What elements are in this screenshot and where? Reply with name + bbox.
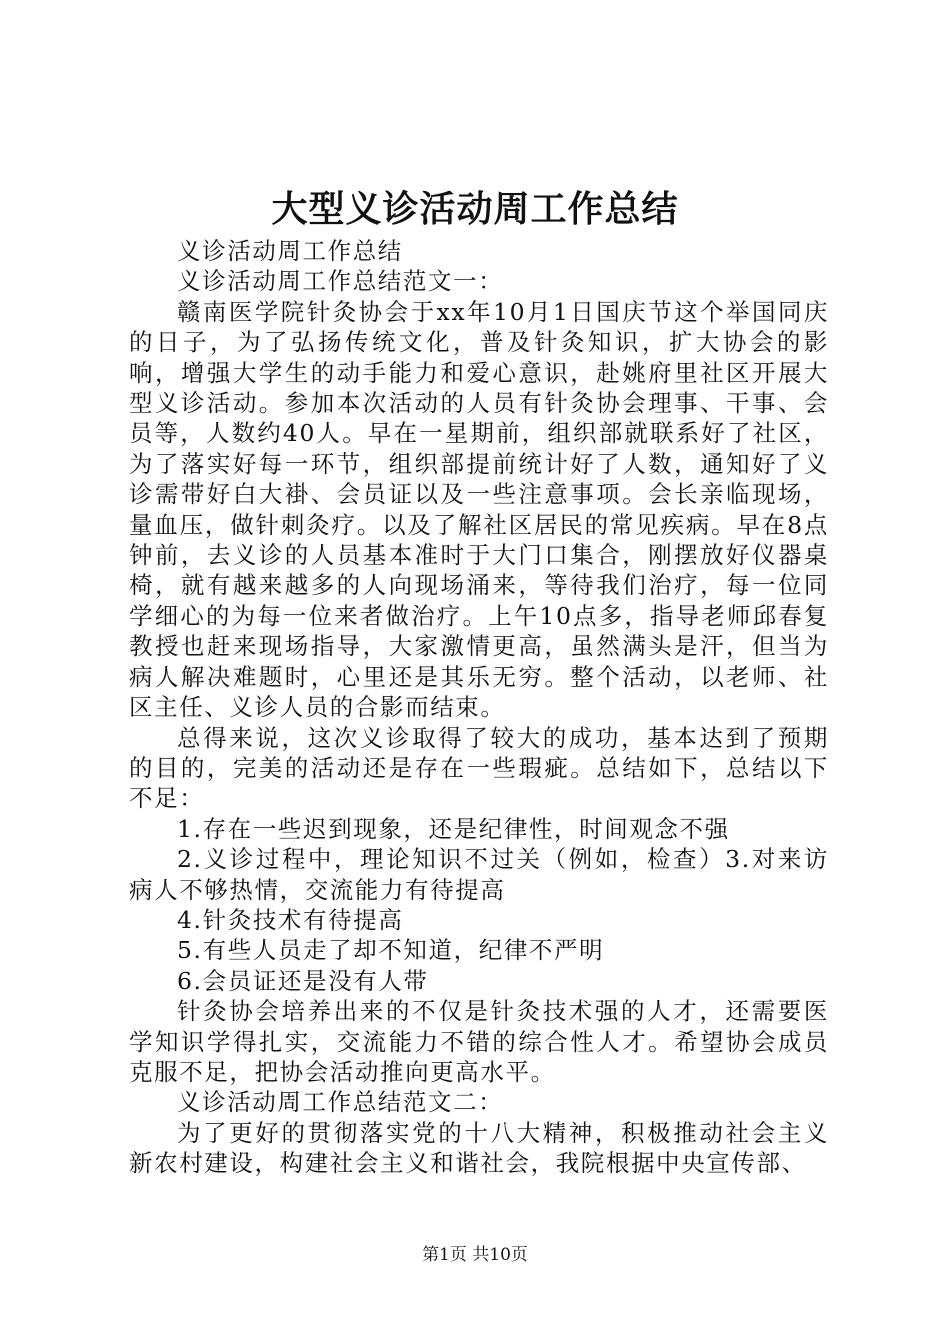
document-body <box>129 236 829 1179</box>
list-item: 6.会员证还是没有人带 <box>177 966 429 995</box>
document-title: 大型义诊活动周工作总结 <box>271 188 679 230</box>
paragraph: 针灸协会培养出来的不仅是针灸技术强的人才，还需要医学知识学得扎实，交流能力不错的综合性人才。希望协会成员克服不足，把协会活动推向更高水平。 <box>129 997 829 1086</box>
paragraph: 总得来说，这次义诊取得了较大的成功，基本达到了预期的目的，完美的活动还是存在一些瑕疵。总结如下，总结以下不足： <box>129 723 829 813</box>
paragraph: 义诊活动周工作总结范文二： <box>177 1088 504 1117</box>
list-item: 4.针灸技术有待提高 <box>177 905 404 934</box>
list-item: 1.存在一些迟到现象，还是纪律性，时间观念不强 <box>177 814 730 843</box>
paragraph: 义诊活动周工作总结 <box>177 237 403 265</box>
paragraph: 为了更好的贯彻落实党的十八大精神，积极推动社会主义新农村建设，构建社会主义和谐社会，我院根据中央宣传部、 <box>129 1118 829 1178</box>
paragraph: 赣南医学院针灸协会于xx年10月1日国庆节这个举国同庆的日子，为了弘扬传统文化，普及针灸知识，扩大协会的影响，增强大学生的动手能力和爱心意识，赴姚府里社区开展大型义诊活动。参加本次活动的人员有针灸协会理事、干事、会员等，人数约40人。早在一星期前，组织部就联系好了社区，为了落实好每一环节，组织部提前统计好了人数，通知好了义诊需带好白大褂、会员证以及一些注意事项。会长亲临现场，量血压，做针刺灸疗。以及了解社区居民的常见疾病。早在8点钟前，去义诊的人员基本准时于大门口集合，刚摆放好仪器桌椅，就有越来越多的人向现场涌来，等待我们治疗，每一位同学细心的为每一位来者做治疗。上午10点多，指导老师邱春复教授也赶来现场指导，大家激情更高，虽然满头是汗，但当为病人解决难题时，心里还是其乐无穷。整个活动，以老师、社区主任、义诊人员的合影而结束。 <box>129 297 829 722</box>
paragraph: 义诊活动周工作总结范文一： <box>177 267 504 296</box>
list-item: 5.有些人员走了却不知道，纪律不严明 <box>177 936 605 965</box>
page-number: 第1页 共10页 <box>422 1245 528 1265</box>
list-item: 2.义诊过程中，理论知识不过关（例如，检查）3.对来访病人不够热情，交流能力有待提高 <box>129 845 829 904</box>
